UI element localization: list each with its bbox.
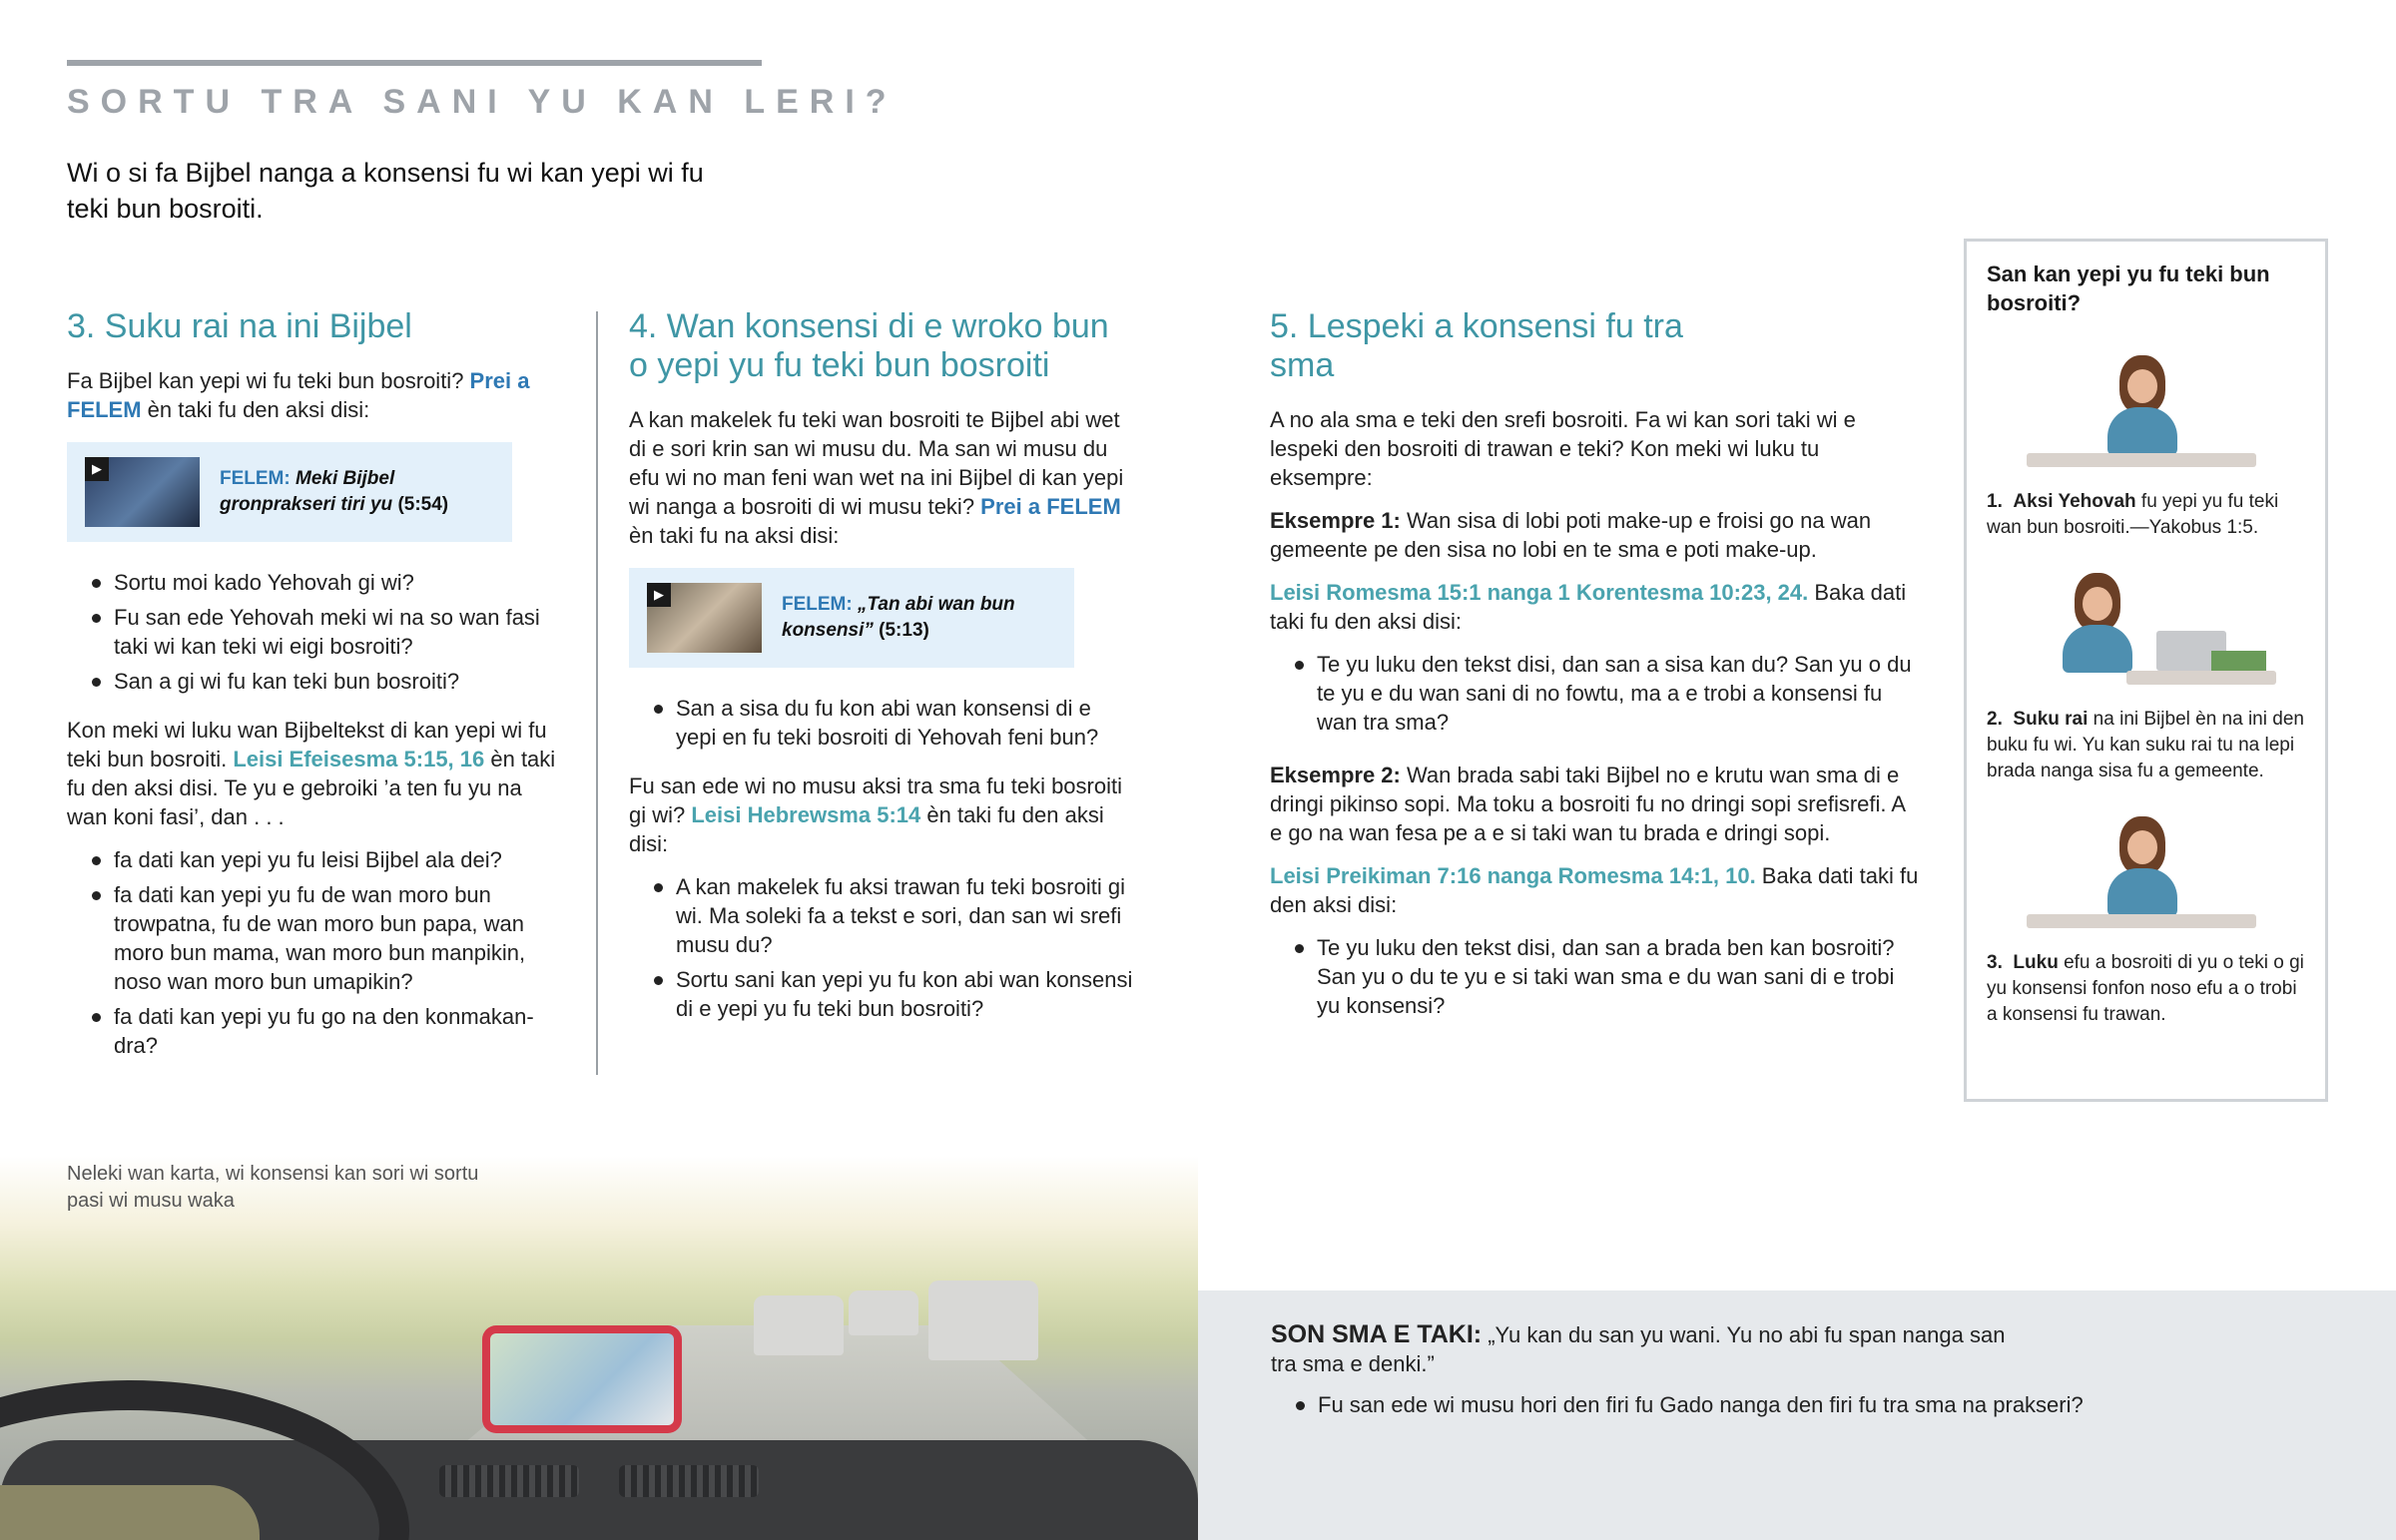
- list-item: fa dati kan yepi yu fu leisi Bijbel ala dei?: [67, 845, 566, 874]
- person-figure: [2057, 573, 2136, 673]
- bullet-icon: [654, 976, 663, 985]
- bullet-icon: [92, 1013, 101, 1022]
- image-caption: Neleki wan karta, wi konsensi kan sori wi sortu pasi wi musu waka: [67, 1163, 479, 1212]
- list-item: Sortu sani kan yepi yu fu kon abi wan konsensi di e yepi yu fu teki bun bosroiti?: [629, 965, 1133, 1023]
- phone-map-icon: [482, 1325, 682, 1433]
- video-thumbnail[interactable]: [85, 457, 200, 527]
- list-item: San a sisa du fu kon abi wan konsensi di e yepi en fu teki bosroiti di Yehovah feni bun?: [629, 694, 1133, 752]
- intro-text: Wi o si fa Bijbel nanga a konsensi fu wi kan yepi wi fu teki bun bosroiti.: [67, 158, 704, 224]
- section-3-intro: Fa Bijbel kan yepi wi fu teki bun bosroiti? Prei a FELEM èn taki fu den aksi disi:: [67, 368, 530, 422]
- video-card[interactable]: [629, 568, 1074, 668]
- person-figure: [2101, 816, 2181, 916]
- section-3-paragraph: Kon meki wi luku wan Bijbeltekst di kan yepi wi fu teki bun bosroiti. Leisi Efeisesma 5:15, 16 èn taki fu den aksi disi. Te yu e gebroiki ’a ten fu yu na wan koni fasi’, dan . . .: [67, 718, 556, 829]
- scripture-link[interactable]: Leisi Romesma 15:1 nanga 1 Korentesma 10:23, 24.: [1270, 580, 1809, 605]
- desk-shape: [2027, 453, 2256, 467]
- bullet-icon: [1295, 944, 1304, 953]
- praying-woman-illustration: [1987, 331, 2305, 481]
- section-4-paragraph: Fu san ede wi no musu aksi tra sma fu teki bosroiti gi wi? Leisi Hebrewsma 5:14 èn taki fu den aksi disi:: [629, 773, 1122, 856]
- header-rule: [67, 60, 762, 66]
- list-item: Fu san ede Yehovah meki wi na so wan fasi taki wi kan teki wi eigi bosroiti?: [67, 603, 566, 661]
- column-divider: [596, 311, 598, 1075]
- example-1-reading: Leisi Romesma 15:1 nanga 1 Korentesma 10:23, 24. Baka dati taki fu den aksi disi:: [1270, 580, 1907, 634]
- question-list: [629, 694, 1133, 752]
- question-list: [67, 568, 566, 696]
- list-item: Fu san ede wi musu hori den firi fu Gado nanga den firi fu tra sma na prakseri?: [1271, 1390, 2396, 1419]
- bullet-icon: [92, 891, 101, 900]
- list-item: fa dati kan yepi yu fu de wan moro bun trowpatna, fu de wan moro bun papa, wan moro bun mama, wan moro bun manpikin, noso wan moro bun umapikin?: [67, 880, 566, 996]
- bullet-icon: [92, 614, 101, 623]
- section-4: [629, 307, 1133, 1037]
- list-item: A kan makelek fu aksi trawan fu teki bosroiti gi wi. Ma soleki fa a tekst e sori, dan san wi srefi musu du?: [629, 872, 1133, 959]
- example-1: Eksempre 1: Wan sisa di lobi poti make-up e froisi go na wan gemeente pe den sisa no lobi en te sma e poti make-up.: [1270, 508, 1872, 562]
- desk-shape: [2126, 671, 2276, 685]
- video-card[interactable]: [67, 442, 512, 542]
- car-shape: [849, 1290, 918, 1335]
- play-icon[interactable]: ▶: [85, 457, 109, 481]
- question-list: [1270, 650, 1919, 737]
- question-list: [1270, 933, 1919, 1020]
- bullet-icon: [1296, 1401, 1305, 1410]
- list-item: fa dati kan yepi yu fu go na den konmakandra?: [67, 1002, 566, 1060]
- bullet-icon: [654, 883, 663, 892]
- arm-shape: [0, 1485, 260, 1540]
- watch-video-link[interactable]: Prei a FELEM: [67, 368, 530, 422]
- example-2: Eksempre 2: Wan brada sabi taki Bijbel no e krutu wan sma di e dringi pikinso sopi. Ma toku a bosroiti fu no dringi sopi srefisrefi. A e go na wan fesa pe a e si taki wan tu brada e dringi sopi.: [1270, 763, 1905, 845]
- question-list: [67, 845, 566, 1060]
- page-kicker: SORTU TRA SANI YU KAN LERI?: [67, 83, 898, 121]
- scripture-link[interactable]: Leisi Preikiman 7:16 nanga Romesma 14:1, 10.: [1270, 863, 1756, 888]
- list-item: Te yu luku den tekst disi, dan san a brada ben kan bosroiti? San yu o du te yu e si taki wan sma e du wan sani di e trobi yu konsensi?: [1270, 933, 1919, 1020]
- watch-video-link[interactable]: Prei a FELEM: [980, 494, 1121, 519]
- bullet-icon: [92, 579, 101, 588]
- video-title: FELEM: „Tan abi wan bun konsensi” (5:13): [782, 594, 1015, 641]
- bullet-icon: [92, 678, 101, 687]
- scripture-link[interactable]: Leisi Hebrewsma 5:14: [691, 802, 921, 827]
- sidebar-step-1: 1. Aksi Yehovah fu yepi yu fu teki wan bun bosroiti.—Yakobus 1:5.: [1987, 491, 2279, 538]
- sidebar-step-3: 3. Luku efu a bosroiti di yu o teki o gi yu konsensi fonfon noso efu a o trobi a konsensi fu trawan.: [1987, 952, 2304, 1025]
- sidebar-title: San kan yepi yu fu teki bun bosroiti?: [1987, 261, 2270, 315]
- researching-woman-illustration: [1987, 549, 2305, 699]
- books-shape: [2211, 651, 2266, 671]
- car-shape: [928, 1281, 1038, 1360]
- example-2-reading: Leisi Preikiman 7:16 nanga Romesma 14:1, 10. Baka dati taki fu den aksi disi:: [1270, 863, 1919, 917]
- sidebar-step-2: 2. Suku rai na ini Bijbel èn na ini den buku fu wi. Yu kan suku rai tu na lepi brada nanga sisa fu a gemeente.: [1987, 709, 2304, 781]
- person-figure: [2101, 355, 2181, 455]
- vent-shape: [439, 1465, 579, 1497]
- section-3: [67, 307, 566, 1074]
- scripture-link[interactable]: Leisi Efeisesma 5:15, 16: [233, 747, 485, 771]
- section-5-title: 5. Lespeki a konsensi fu tra sma: [1270, 307, 1683, 384]
- section-4-title: 4. Wan konsensi di e wroko bun o yepi yu fu teki bun bosroiti: [629, 307, 1109, 384]
- section-5: [1270, 307, 1919, 1034]
- desk-shape: [2027, 914, 2256, 928]
- vent-shape: [619, 1465, 759, 1497]
- bullet-icon: [654, 705, 663, 714]
- video-thumbnail[interactable]: [647, 583, 762, 653]
- section-3-title: 3. Suku rai na ini Bijbel: [67, 307, 412, 345]
- list-item: Sortu moi kado Yehovah gi wi?: [67, 568, 566, 597]
- question-list: [629, 872, 1133, 1023]
- footer-box: [1198, 1290, 2396, 1540]
- bullet-icon: [1295, 661, 1304, 670]
- list-item: San a gi wi fu kan teki bun bosroiti?: [67, 667, 566, 696]
- list-item: Te yu luku den tekst disi, dan san a sisa kan du? San yu o du te yu e du wan sani di no fowtu, ma a e trobi a konsensi fu wan tra sma?: [1270, 650, 1919, 737]
- thinking-woman-illustration: [1987, 792, 2305, 942]
- car-shape: [754, 1295, 844, 1355]
- video-title: FELEM: Meki Bijbel gronprakseri tiri yu (5:54): [220, 468, 449, 515]
- footer-question-list: [1271, 1390, 2396, 1419]
- play-icon[interactable]: ▶: [647, 583, 671, 607]
- tips-sidebar: [1964, 239, 2328, 1102]
- footer-quote: SON SMA E TAKI: „Yu kan du san yu wani. Yu no abi fu span nanga san tra sma e denki.”: [1271, 1320, 2006, 1376]
- bullet-icon: [92, 856, 101, 865]
- section-5-intro: A no ala sma e teki den srefi bosroiti. Fa wi kan sori taki wi e lespeki den bosroiti di trawan e teki? Kon meki wi luku tu eksempre:: [1270, 407, 1856, 490]
- section-4-intro: A kan makelek fu teki wan bosroiti te Bijbel abi wet di e sori krin san wi musu du. Ma san wi musu du efu wi no man feni wan wet na ini Bijbel di kan yepi wi nanga a bosroiti di wi musu teki? Prei a FELEM èn taki fu na aksi disi:: [629, 407, 1124, 548]
